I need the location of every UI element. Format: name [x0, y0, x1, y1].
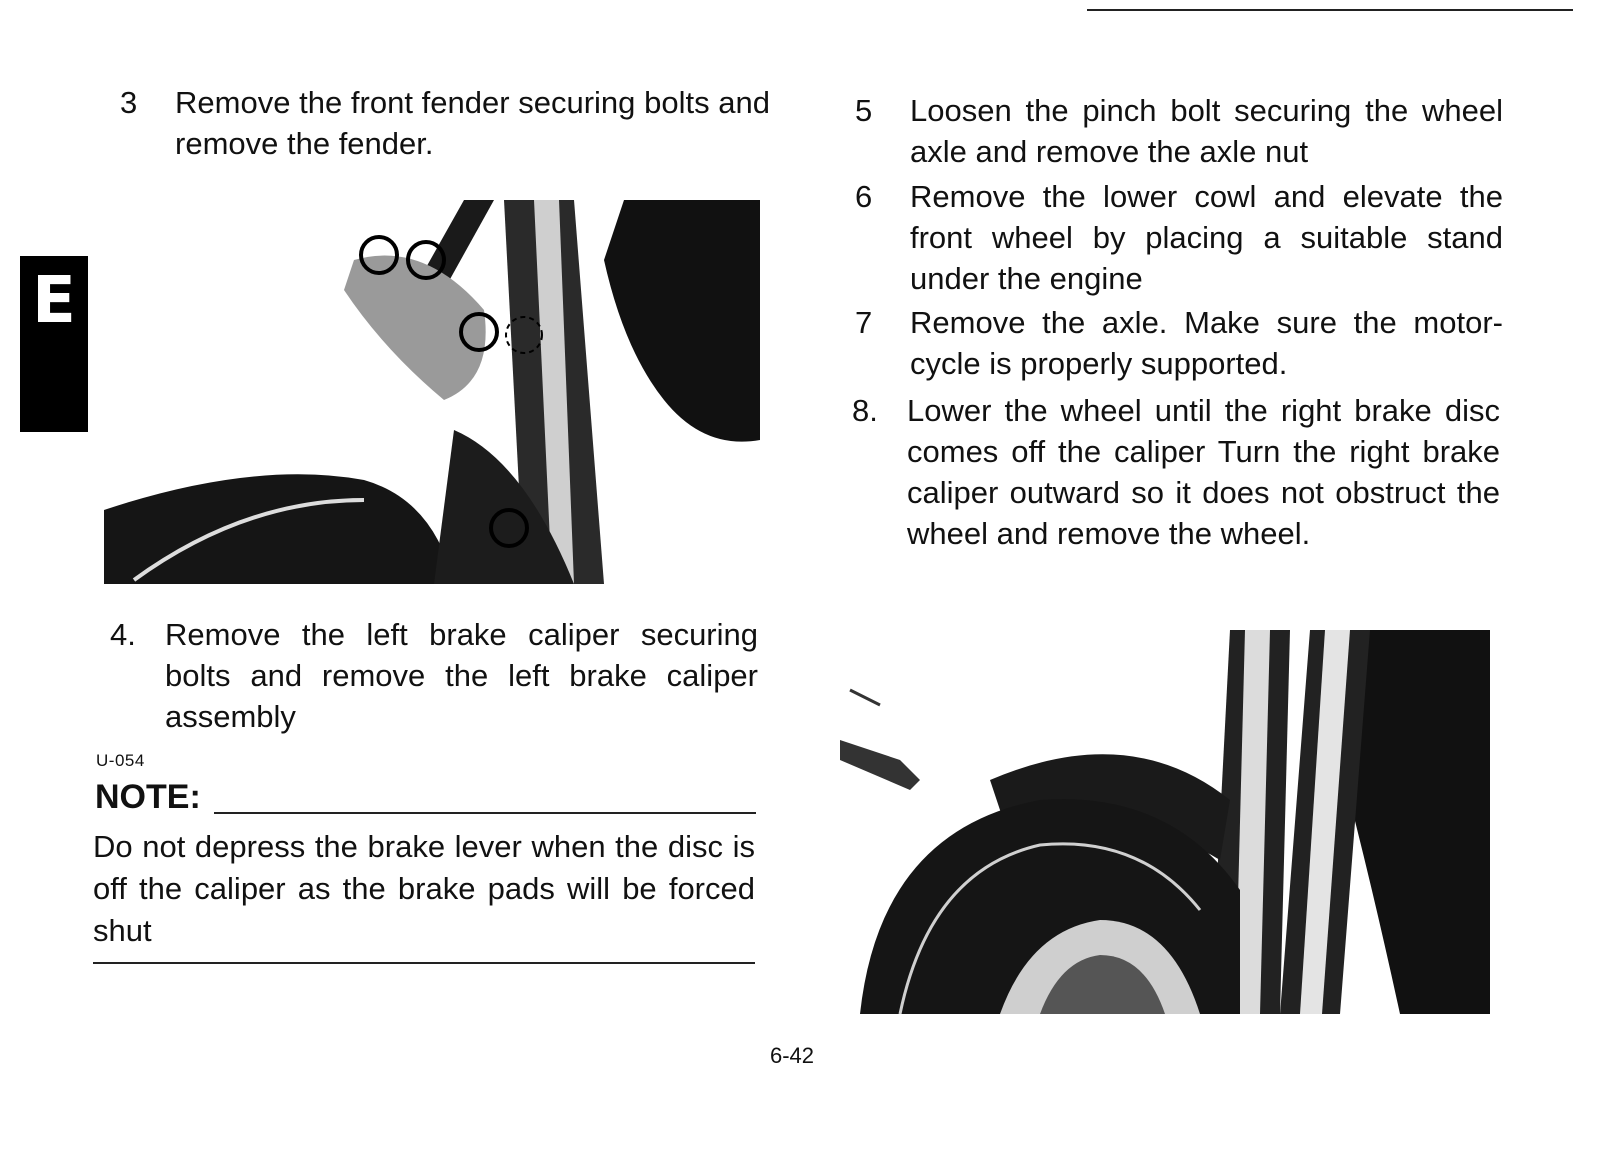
fender-bolts-illustration — [104, 200, 760, 584]
section-tab — [20, 256, 88, 432]
wheel-removal-illustration — [840, 630, 1492, 1014]
top-rule — [1087, 9, 1573, 11]
step-8 — [852, 390, 1500, 600]
note-text: Do not depress the brake lever when the disc is off the caliper as the brake pads will be forced shut — [93, 829, 755, 948]
step-7 — [855, 302, 1503, 386]
step-text: Remove the lower cowl and elevate the front wheel by placing a suitable stand under the engine — [910, 179, 1503, 296]
step-number: 5 — [855, 93, 873, 128]
note-bottom-rule — [93, 962, 755, 964]
step-5 — [855, 90, 1503, 174]
fender-bolts-photo — [104, 200, 760, 584]
note-heading-rule — [214, 812, 756, 814]
wheel-removal-photo — [840, 630, 1492, 1014]
step-text: Remove the left brake caliper securing bolts and remove the left brake caliper assembly — [165, 617, 758, 734]
step-text: Remove the front fender securing bolts and remove the fender. — [175, 85, 770, 161]
step-4 — [110, 614, 758, 740]
reference-code: U-054 — [96, 751, 145, 770]
page-number: 6-42 — [770, 1043, 815, 1068]
step-text: Lower the wheel until the right brake disc comes off the caliper Turn the right brake caliper outward so it does not obstruct the wheel and remove the wheel. — [907, 393, 1500, 551]
step-6 — [855, 176, 1503, 302]
step-text: Loosen the pinch bolt securing the wheel axle and remove the axle nut — [910, 93, 1503, 169]
note-heading: NOTE: — [95, 778, 201, 816]
step-number: 4. — [110, 617, 136, 652]
step-text: Remove the axle. Make sure the motor-cycle is properly supported. — [910, 305, 1503, 381]
section-tab-letter: E — [32, 264, 76, 338]
step-number: 8. — [852, 393, 878, 428]
step-number: 3 — [120, 85, 138, 120]
step-number: 6 — [855, 179, 873, 214]
step-number: 7 — [855, 305, 873, 340]
step-3 — [120, 82, 770, 166]
